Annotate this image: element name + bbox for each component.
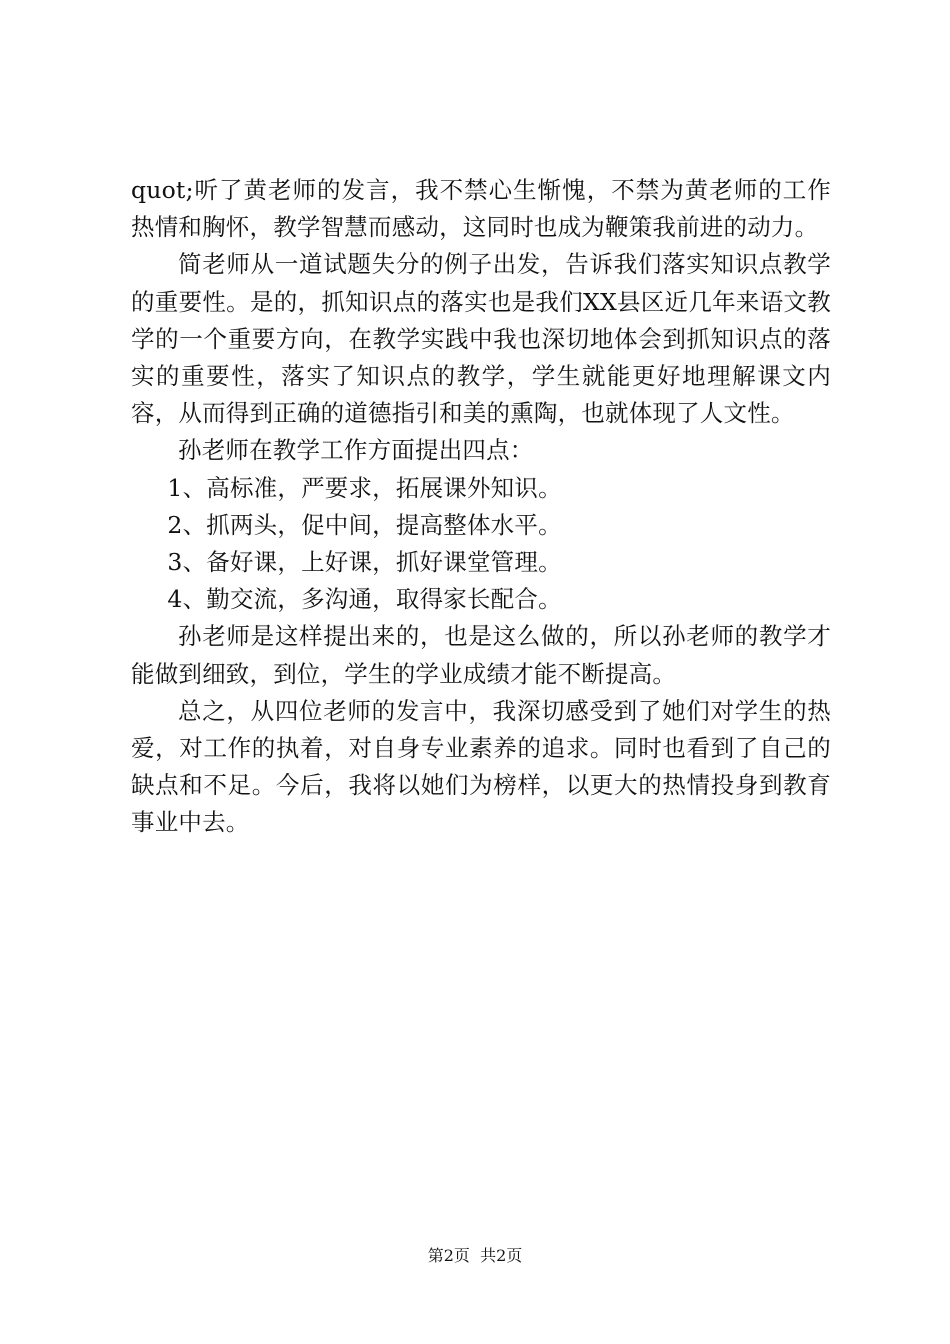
paragraph-1: quot;听了黄老师的发言，我不禁心生惭愧，不禁为黄老师的工作热情和胸怀，教学智慧而感动，这同时也成为鞭策我前进的动力。 — [131, 176, 831, 242]
list-item-2: 2、抓两头，促中间，提高整体水平。 — [167, 510, 562, 539]
paragraph-2: 简老师从一道试题失分的例子出发，告诉我们落实知识点教学的重要性。是的，抓知识点的落实也是我们XX县区近几年来语文教学的一个重要方向，在教学实践中我也深切地体会到抓知识点的落实的重要性，落实了知识点的教学，学生就能更好地理解课文内容，从而得到正确的道德指引和美的熏陶，也就体现了人文性。 — [131, 250, 831, 428]
paragraph-3: 孙老师在教学工作方面提出四点： — [178, 436, 534, 465]
list-item-3: 3、备好课，上好课，抓好课堂管理。 — [167, 548, 562, 577]
list-item-4: 4、勤交流，多沟通，取得家长配合。 — [167, 585, 562, 614]
paragraph-5: 总之，从四位老师的发言中，我深切感受到了她们对学生的热爱，对工作的执着，对自身专业素养的追求。同时也看到了自己的缺点和不足。今后，我将以她们为榜样，以更大的热情投身到教育事业中去。 — [131, 696, 831, 837]
paragraph-4: 孙老师是这样提出来的，也是这么做的，所以孙老师的教学才能做到细致，到位，学生的学业成绩才能不断提高。 — [131, 622, 831, 688]
page-number-indicator: 第2页 共2页 — [427, 1246, 523, 1265]
list-item-1: 1、高标准，严要求，拓展课外知识。 — [167, 473, 562, 502]
page-footer — [0, 1246, 950, 1266]
document-body — [131, 172, 831, 842]
